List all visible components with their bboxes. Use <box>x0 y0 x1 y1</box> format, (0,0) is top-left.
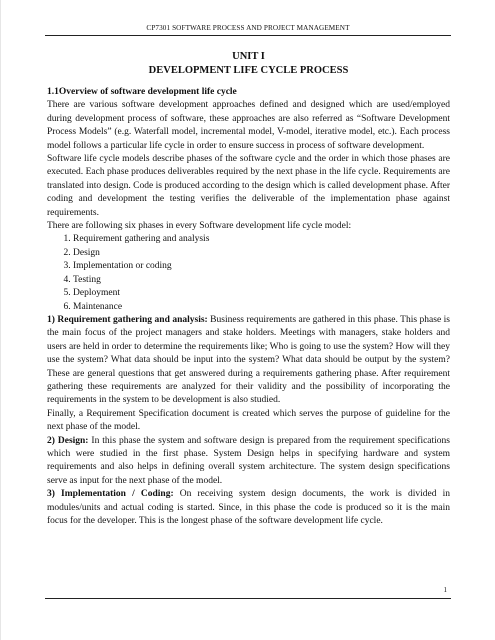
requirements-text: Business requirements are gathered in this phase. This phase is the main focus of the project managers and stake holders. Meetings with managers, stake holders and users are held in order to determine the requirements like; Who is going to use the system? How will they use the system? What data should be input into the system? What data should be output by the system? These are general questions that get answered during a requirements gathering phase. After requirement gathering these requirements are analyzed for their validity and the possibility of incorporating the requirements in the system to be development is also studied. <box>47 314 450 406</box>
paragraph-requirement-specification: Finally, a Requirement Specification document is created which serves the purpose of guideline for the next phase of the model. <box>47 408 450 433</box>
body-text <box>47 50 450 528</box>
page-number: 1 <box>443 586 447 594</box>
requirements-label: 1) Requirement gathering and analysis: <box>47 314 208 325</box>
phase-item: 4. Testing <box>73 274 450 287</box>
implementation-label: 3) Implementation / Coding: <box>47 489 174 500</box>
phase-item: 2. Design <box>73 247 450 260</box>
section-heading: 1.1Overview of software development life cycle <box>47 87 237 97</box>
phase-list <box>47 233 450 313</box>
phase-item: 1. Requirement gathering and analysis <box>73 233 450 246</box>
phase-item: 3. Implementation or coding <box>73 260 450 273</box>
design-text: In this phase the system and software design is prepared from the requirement specifications which were studied in the first phase. System Design helps in specifying hardware and system requirements and also helps in defining overall system architecture. The system design specifications serve as input for the next phase of the model. <box>47 435 450 486</box>
phase-item: 5. Deployment <box>73 287 450 300</box>
paragraph-phases-intro: There are following six phases in every Software development life cycle model: <box>47 221 352 232</box>
unit-title: UNIT I <box>232 51 265 62</box>
phase-item: 6. Maintenance <box>73 301 450 314</box>
paragraph-implementation <box>47 488 450 528</box>
running-header: CP7301 SOFTWARE PROCESS AND PROJECT MANAGEMENT <box>146 24 350 32</box>
paragraph-life-cycle-models: Software life cycle models describe phases of the software cycle and the order in which those phases are executed. Each phase produces deliverables required by the next phase in the life cycle. Requirements are translated into design. Code is produced according to the design which is called development phase. After coding and development the testing verifies the deliverable of the implementation phase against requirements. <box>47 154 450 218</box>
footer-rule <box>45 598 451 599</box>
header-rule <box>45 35 451 36</box>
paragraph-design <box>47 435 450 489</box>
unit-subtitle: DEVELOPMENT LIFE CYCLE PROCESS <box>148 65 349 76</box>
paragraph-overview: There are various software development approaches defined and designed which are used/employed during development process of software, these approaches are also referred as “Software Development Process Models” (e.g. Waterfall model, incremental model, V-model, iterative model, etc.). Each process model follows a particular life cycle in order to ensure success in process of software development. <box>47 100 450 151</box>
paragraph-requirements <box>47 314 450 408</box>
implementation-text: On receiving system design documents, the work is divided in modules/units and actual coding is started. Since, in this phase the code is produced so it is the main focus for the developer. This is the longest phase of the software development life cycle. <box>47 489 450 526</box>
design-label: 2) Design: <box>47 435 89 446</box>
